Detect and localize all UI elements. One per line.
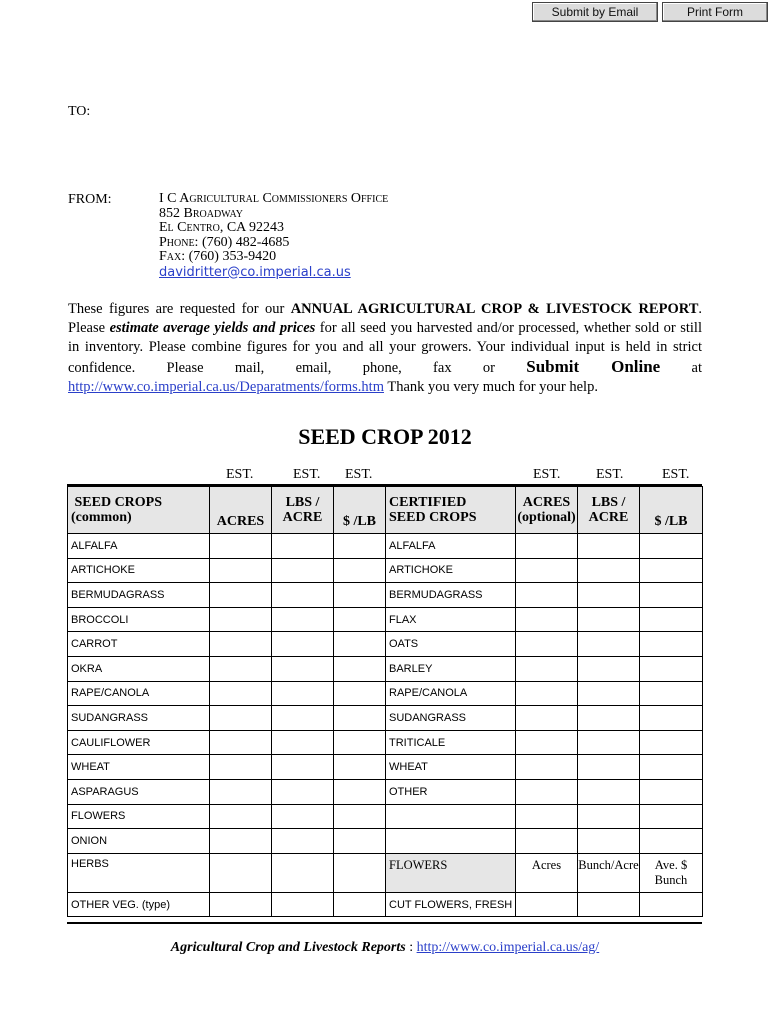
certified-acres-input[interactable] xyxy=(516,607,578,632)
price-per-lb-input[interactable] xyxy=(334,607,386,632)
certified-lbs-per-acre-input[interactable] xyxy=(578,706,640,731)
table-header-row xyxy=(68,487,703,534)
certified-price-per-lb-input[interactable] xyxy=(640,730,703,755)
lbs-per-acre-input[interactable] xyxy=(272,656,334,681)
table-row xyxy=(68,583,703,608)
price-per-lb-input[interactable] xyxy=(334,558,386,583)
table-row xyxy=(68,730,703,755)
table-row xyxy=(68,853,703,892)
certified-price-per-lb-input[interactable] xyxy=(640,558,703,583)
certified-crop-name: TRITICALE xyxy=(386,730,516,755)
report-name: ANNUAL AGRICULTURAL CROP & LIVESTOCK REPORT xyxy=(290,301,699,317)
certified-acres-input[interactable] xyxy=(516,558,578,583)
certified-price-per-lb-input[interactable] xyxy=(640,779,703,804)
est-label: EST. xyxy=(293,467,321,482)
print-form-button[interactable]: Print Form xyxy=(662,2,768,22)
crop-name: BROCCOLI xyxy=(68,607,210,632)
header-lbs-acre: LBS / ACRE xyxy=(272,487,334,534)
certified-lbs-per-acre-input[interactable] xyxy=(578,681,640,706)
crop-name: CAULIFLOWER xyxy=(68,730,210,755)
certified-acres-input[interactable] xyxy=(516,755,578,780)
est-label: EST. xyxy=(533,467,561,482)
crop-name: WHEAT xyxy=(68,755,210,780)
street-address: 852 Broadway xyxy=(159,205,244,221)
price-per-lb-input[interactable] xyxy=(334,804,386,829)
lbs-per-acre-input[interactable] xyxy=(272,706,334,731)
crop-name: OTHER VEG. (type) xyxy=(68,892,210,917)
office-name: I C Agricultural Commissioners Office xyxy=(159,191,389,206)
to-label: TO: xyxy=(68,104,91,119)
header-lbs-acre-2: LBS / ACRE xyxy=(578,487,640,534)
price-per-lb-input[interactable] xyxy=(334,755,386,780)
table-row xyxy=(68,558,703,583)
table-row xyxy=(68,755,703,780)
price-per-lb-input[interactable] xyxy=(334,853,386,892)
certified-crop-name: OATS xyxy=(386,632,516,657)
certified-acres-input[interactable] xyxy=(516,656,578,681)
price-per-lb-input[interactable] xyxy=(334,892,386,917)
lbs-per-acre-input[interactable] xyxy=(272,853,334,892)
table-row xyxy=(68,534,703,559)
certified-lbs-per-acre-input[interactable] xyxy=(578,583,640,608)
crop-name: SUDANGRASS xyxy=(68,706,210,731)
acres-input[interactable] xyxy=(210,558,272,583)
crop-name: ALFALFA xyxy=(68,534,210,559)
certified-lbs-per-acre-input[interactable] xyxy=(578,730,640,755)
submit-online-text: Submit Online xyxy=(526,357,661,376)
certified-crop-name: ARTICHOKE xyxy=(386,558,516,583)
table-row xyxy=(68,656,703,681)
lbs-per-acre-input[interactable] xyxy=(272,558,334,583)
acres-input[interactable] xyxy=(210,607,272,632)
certified-price-per-lb-input[interactable] xyxy=(640,681,703,706)
certified-lbs-per-acre-input[interactable] xyxy=(578,804,640,829)
flowers-ave-unit: Ave. $ Bunch xyxy=(640,853,703,892)
certified-crop-name: OTHER xyxy=(386,779,516,804)
crop-name: OKRA xyxy=(68,656,210,681)
crop-name: CARROT xyxy=(68,632,210,657)
price-per-lb-input[interactable] xyxy=(334,730,386,755)
page-title: SEED CROP 2012 xyxy=(298,424,472,449)
header-seed-crops: SEED CROPS (common) xyxy=(68,487,210,534)
certified-lbs-per-acre-input[interactable] xyxy=(578,607,640,632)
lbs-per-acre-input[interactable] xyxy=(272,681,334,706)
table-row xyxy=(68,681,703,706)
price-per-lb-input[interactable] xyxy=(334,681,386,706)
acres-input[interactable] xyxy=(210,853,272,892)
certified-lbs-per-acre-input[interactable] xyxy=(578,755,640,780)
certified-acres-input[interactable] xyxy=(516,534,578,559)
lbs-per-acre-input[interactable] xyxy=(272,607,334,632)
footer: Agricultural Crop and Livestock Reports : http://www.co.imperial.ca.us/ag/ xyxy=(170,940,600,955)
lbs-per-acre-input[interactable] xyxy=(272,755,334,780)
acres-input[interactable] xyxy=(210,632,272,657)
footer-url-link[interactable]: http://www.co.imperial.ca.us/ag/ xyxy=(416,940,600,955)
certified-crop-name: BARLEY xyxy=(386,656,516,681)
from-label: FROM: xyxy=(68,192,112,207)
certified-crop-name: ALFALFA xyxy=(386,534,516,559)
acres-input[interactable] xyxy=(210,656,272,681)
certified-crop-name: RAPE/CANOLA xyxy=(386,681,516,706)
acres-input[interactable] xyxy=(210,534,272,559)
certified-crop-name xyxy=(386,829,516,854)
lbs-per-acre-input[interactable] xyxy=(272,534,334,559)
lbs-per-acre-input[interactable] xyxy=(272,632,334,657)
header-acres-optional: ACRES (optional) xyxy=(516,487,578,534)
certified-price-per-lb-input[interactable] xyxy=(640,656,703,681)
certified-acres-input[interactable] xyxy=(516,706,578,731)
header-price-lb-2: $ /LB xyxy=(640,487,703,534)
price-per-lb-input[interactable] xyxy=(334,534,386,559)
email-link[interactable]: davidritter@co.imperial.ca.us xyxy=(159,264,351,280)
certified-lbs-per-acre-input[interactable] xyxy=(578,892,640,917)
estimate-emphasis: estimate average yields and prices xyxy=(109,320,316,336)
crop-name: HERBS xyxy=(68,853,210,892)
certified-acres-input[interactable] xyxy=(516,892,578,917)
crop-name: ARTICHOKE xyxy=(68,558,210,583)
certified-crop-name: BERMUDAGRASS xyxy=(386,583,516,608)
flowers-bunch-unit: Bunch/Acre xyxy=(578,853,640,892)
certified-acres-input[interactable] xyxy=(516,583,578,608)
table-row xyxy=(68,779,703,804)
est-label: EST. xyxy=(662,467,690,482)
instructions-paragraph: These figures are requested for our ANNUAL AGRICULTURAL CROP & LIVESTOCK REPORT. Please estimate average yields and prices for all seed you harvested and/or processed, whether sold or still in inventory. Please combine figures for you and all your growers. Your individual input is held in strict confidence. Please mail, email, phone, fax or Submit Online at http://www.co.imperial.ca.us/Deparatments/forms.htm Thank you very much for your help. xyxy=(68,301,702,395)
certified-crop-name: CUT FLOWERS, FRESH xyxy=(386,892,516,917)
price-per-lb-input[interactable] xyxy=(334,706,386,731)
certified-acres-input[interactable] xyxy=(516,681,578,706)
certified-crop-name xyxy=(386,804,516,829)
certified-price-per-lb-input[interactable] xyxy=(640,804,703,829)
table-row xyxy=(68,804,703,829)
header-certified-seed-crops: CERTIFIED SEED CROPS xyxy=(386,487,516,534)
certified-acres-input[interactable] xyxy=(516,632,578,657)
acres-input[interactable] xyxy=(210,892,272,917)
certified-price-per-lb-input[interactable] xyxy=(640,755,703,780)
table-bottom-rule xyxy=(67,922,702,924)
fax-number: Fax: (760) 353-9420 xyxy=(159,249,277,264)
from-address xyxy=(159,192,388,280)
certified-acres-input[interactable] xyxy=(516,829,578,854)
certified-crop-name: SUDANGRASS xyxy=(386,706,516,731)
lbs-per-acre-input[interactable] xyxy=(272,730,334,755)
certified-lbs-per-acre-input[interactable] xyxy=(578,779,640,804)
acres-input[interactable] xyxy=(210,755,272,780)
certified-lbs-per-acre-input[interactable] xyxy=(578,534,640,559)
flowers-acres-unit: Acres xyxy=(516,853,578,892)
crop-name: ASPARAGUS xyxy=(68,779,210,804)
acres-input[interactable] xyxy=(210,730,272,755)
lbs-per-acre-input[interactable] xyxy=(272,583,334,608)
price-per-lb-input[interactable] xyxy=(334,656,386,681)
crop-name: FLOWERS xyxy=(68,804,210,829)
certified-crop-name: WHEAT xyxy=(386,755,516,780)
header-acres: ACRES xyxy=(210,487,272,534)
est-label: EST. xyxy=(226,467,254,482)
phone-number: Phone: (760) 482-4685 xyxy=(159,234,290,250)
certified-lbs-per-acre-input[interactable] xyxy=(578,829,640,854)
footer-text: Agricultural Crop and Livestock Reports xyxy=(170,940,406,955)
crop-name: ONION xyxy=(68,829,210,854)
certified-price-per-lb-input[interactable] xyxy=(640,534,703,559)
lbs-per-acre-input[interactable] xyxy=(272,892,334,917)
acres-input[interactable] xyxy=(210,583,272,608)
seed-crop-table xyxy=(67,486,703,917)
certified-price-per-lb-input[interactable] xyxy=(640,829,703,854)
price-per-lb-input[interactable] xyxy=(334,632,386,657)
acres-input[interactable] xyxy=(210,681,272,706)
table-row xyxy=(68,607,703,632)
est-label: EST. xyxy=(345,467,373,482)
certified-acres-input[interactable] xyxy=(516,804,578,829)
est-label: EST. xyxy=(596,467,624,482)
certified-price-per-lb-input[interactable] xyxy=(640,632,703,657)
acres-input[interactable] xyxy=(210,779,272,804)
lbs-per-acre-input[interactable] xyxy=(272,829,334,854)
certified-price-per-lb-input[interactable] xyxy=(640,583,703,608)
certified-price-per-lb-input[interactable] xyxy=(640,892,703,917)
certified-acres-input[interactable] xyxy=(516,730,578,755)
certified-lbs-per-acre-input[interactable] xyxy=(578,632,640,657)
table-row xyxy=(68,892,703,917)
certified-lbs-per-acre-input[interactable] xyxy=(578,558,640,583)
city-state: El Centro, CA 92243 xyxy=(159,220,285,235)
table-row xyxy=(68,829,703,854)
table-row xyxy=(68,706,703,731)
price-per-lb-input[interactable] xyxy=(334,779,386,804)
acres-input[interactable] xyxy=(210,829,272,854)
certified-lbs-per-acre-input[interactable] xyxy=(578,656,640,681)
price-per-lb-input[interactable] xyxy=(334,829,386,854)
forms-url-link[interactable]: http://www.co.imperial.ca.us/Deparatments/forms.htm xyxy=(68,379,384,395)
lbs-per-acre-input[interactable] xyxy=(272,779,334,804)
acres-input[interactable] xyxy=(210,804,272,829)
acres-input[interactable] xyxy=(210,706,272,731)
certified-crop-name: FLOWERS xyxy=(386,853,516,892)
certified-price-per-lb-input[interactable] xyxy=(640,607,703,632)
certified-price-per-lb-input[interactable] xyxy=(640,706,703,731)
certified-acres-input[interactable] xyxy=(516,779,578,804)
header-price-lb: $ /LB xyxy=(334,487,386,534)
table-row xyxy=(68,632,703,657)
crop-name: RAPE/CANOLA xyxy=(68,681,210,706)
certified-crop-name: FLAX xyxy=(386,607,516,632)
lbs-per-acre-input[interactable] xyxy=(272,804,334,829)
submit-by-email-button[interactable]: Submit by Email xyxy=(532,2,658,22)
price-per-lb-input[interactable] xyxy=(334,583,386,608)
crop-name: BERMUDAGRASS xyxy=(68,583,210,608)
